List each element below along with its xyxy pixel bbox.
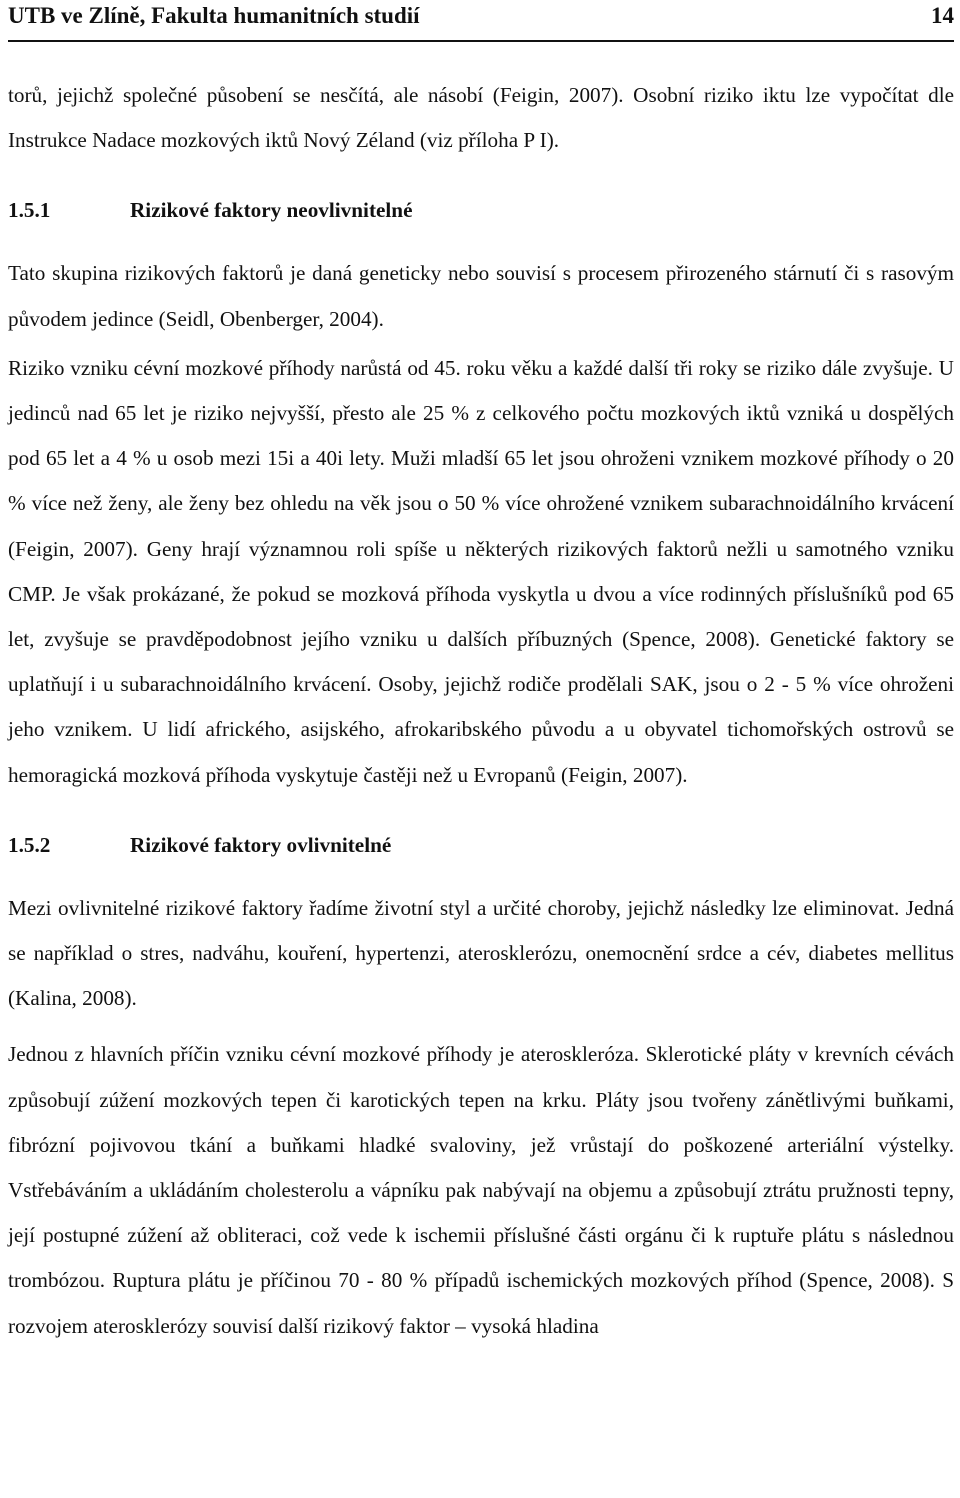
page-number: 14 bbox=[931, 3, 954, 28]
section-heading-1-5-1 bbox=[8, 195, 954, 225]
body-paragraph: Tato skupina rizikových faktorů je daná geneticky nebo souvisí s procesem přirozeného stárnutí či s rasovým původem jedince (Seidl, Obenberger, 2004). bbox=[8, 261, 954, 331]
body-paragraph: Jednou z hlavních příčin vzniku cévní mozkové příhody je ateroskleróza. Sklerotické pláty v krevních cévách způsobují zúžení mozkových tepen či karotických tepen na krku. Pláty jsou tvořeny zánětlivými buňkami, fibrózní pojivovou tkání a buňkami hladké svaloviny, jež vrůstají do poškozené arteriální výstelky. Vstřebáváním a ukládáním cholesterolu a vápníku pak nabývají na objemu a způsobují ztrátu pružnosti tepny, její postupné zúžení až obliteraci, což vede k ischemii příslušné části orgánu či k ruptuře plátu s následnou trombózou. Ruptura plátu je příčinou 70 - 80 % případů ischemických mozkových příhod (Spence, 2008). S rozvojem aterosklerózy souvisí další rizikový faktor – vysoká hladina bbox=[8, 1042, 954, 1338]
section-number: 1.5.2 bbox=[8, 832, 51, 857]
section-heading-1-5-2 bbox=[8, 830, 954, 860]
running-header bbox=[8, 0, 954, 42]
header-title: UTB ve Zlíně, Fakulta humanitních studií bbox=[8, 3, 420, 28]
section-title: Rizikové faktory neovlivnitelné bbox=[130, 198, 413, 223]
intro-paragraph: torů, jejichž společné působení se nesčítá, ale násobí (Feigin, 2007). Osobní riziko iktu lze vypočítat dle Instrukce Nadace mozkových iktů Nový Zéland (viz příloha P I). bbox=[8, 83, 954, 153]
section-title: Rizikové faktory ovlivnitelné bbox=[130, 832, 392, 857]
body-paragraph: Riziko vzniku cévní mozkové příhody narůstá od 45. roku věku a každé další tři roky se riziko dále zvyšuje. U jedinců nad 65 let je riziko nejvyšší, přesto ale 25 % z celkového počtu mozkových iktů vzniká u dospělých pod 65 let a 4 % u osob mezi 15i a 40i lety. Muži mladší 65 let jsou ohroženi vznikem mozkové příhody o 20 % více než ženy, ale ženy bez ohledu na věk jsou o 50 % více ohrožené vznikem subarachnoidálního krvácení (Feigin, 2007). Geny hrají významnou roli spíše u některých rizikových faktorů nežli u samotného vzniku CMP. Je však prokázané, že pokud se mozková příhoda vyskytla u dvou a více rodinných příslušníků pod 65 let, zvyšuje se pravděpodobnost jejího vzniku u dalších příbuzných (Spence, 2008). Genetické faktory se uplatňují i u subarachnoidálního krvácení. Osoby, jejichž rodiče prodělali SAK, jsou o 2 - 5 % více ohroženi jeho vznikem. U lidí afrického, asijského, afrokaribského původu a u obyvatel tichomořských ostrovů se hemoragická mozková příhoda vyskytuje častěji než u Evropanů (Feigin, 2007). bbox=[8, 355, 954, 787]
section-number: 1.5.1 bbox=[8, 198, 51, 223]
document-page bbox=[8, 0, 954, 1349]
body-paragraph: Mezi ovlivnitelné rizikové faktory řadíme životní styl a určité choroby, jejichž následky lze eliminovat. Jedná se například o stres, nadváhu, kouření, hypertenzi, aterosklerózu, onemocnění srdce a cév, diabetes mellitus (Kalina, 2008). bbox=[8, 895, 954, 1011]
